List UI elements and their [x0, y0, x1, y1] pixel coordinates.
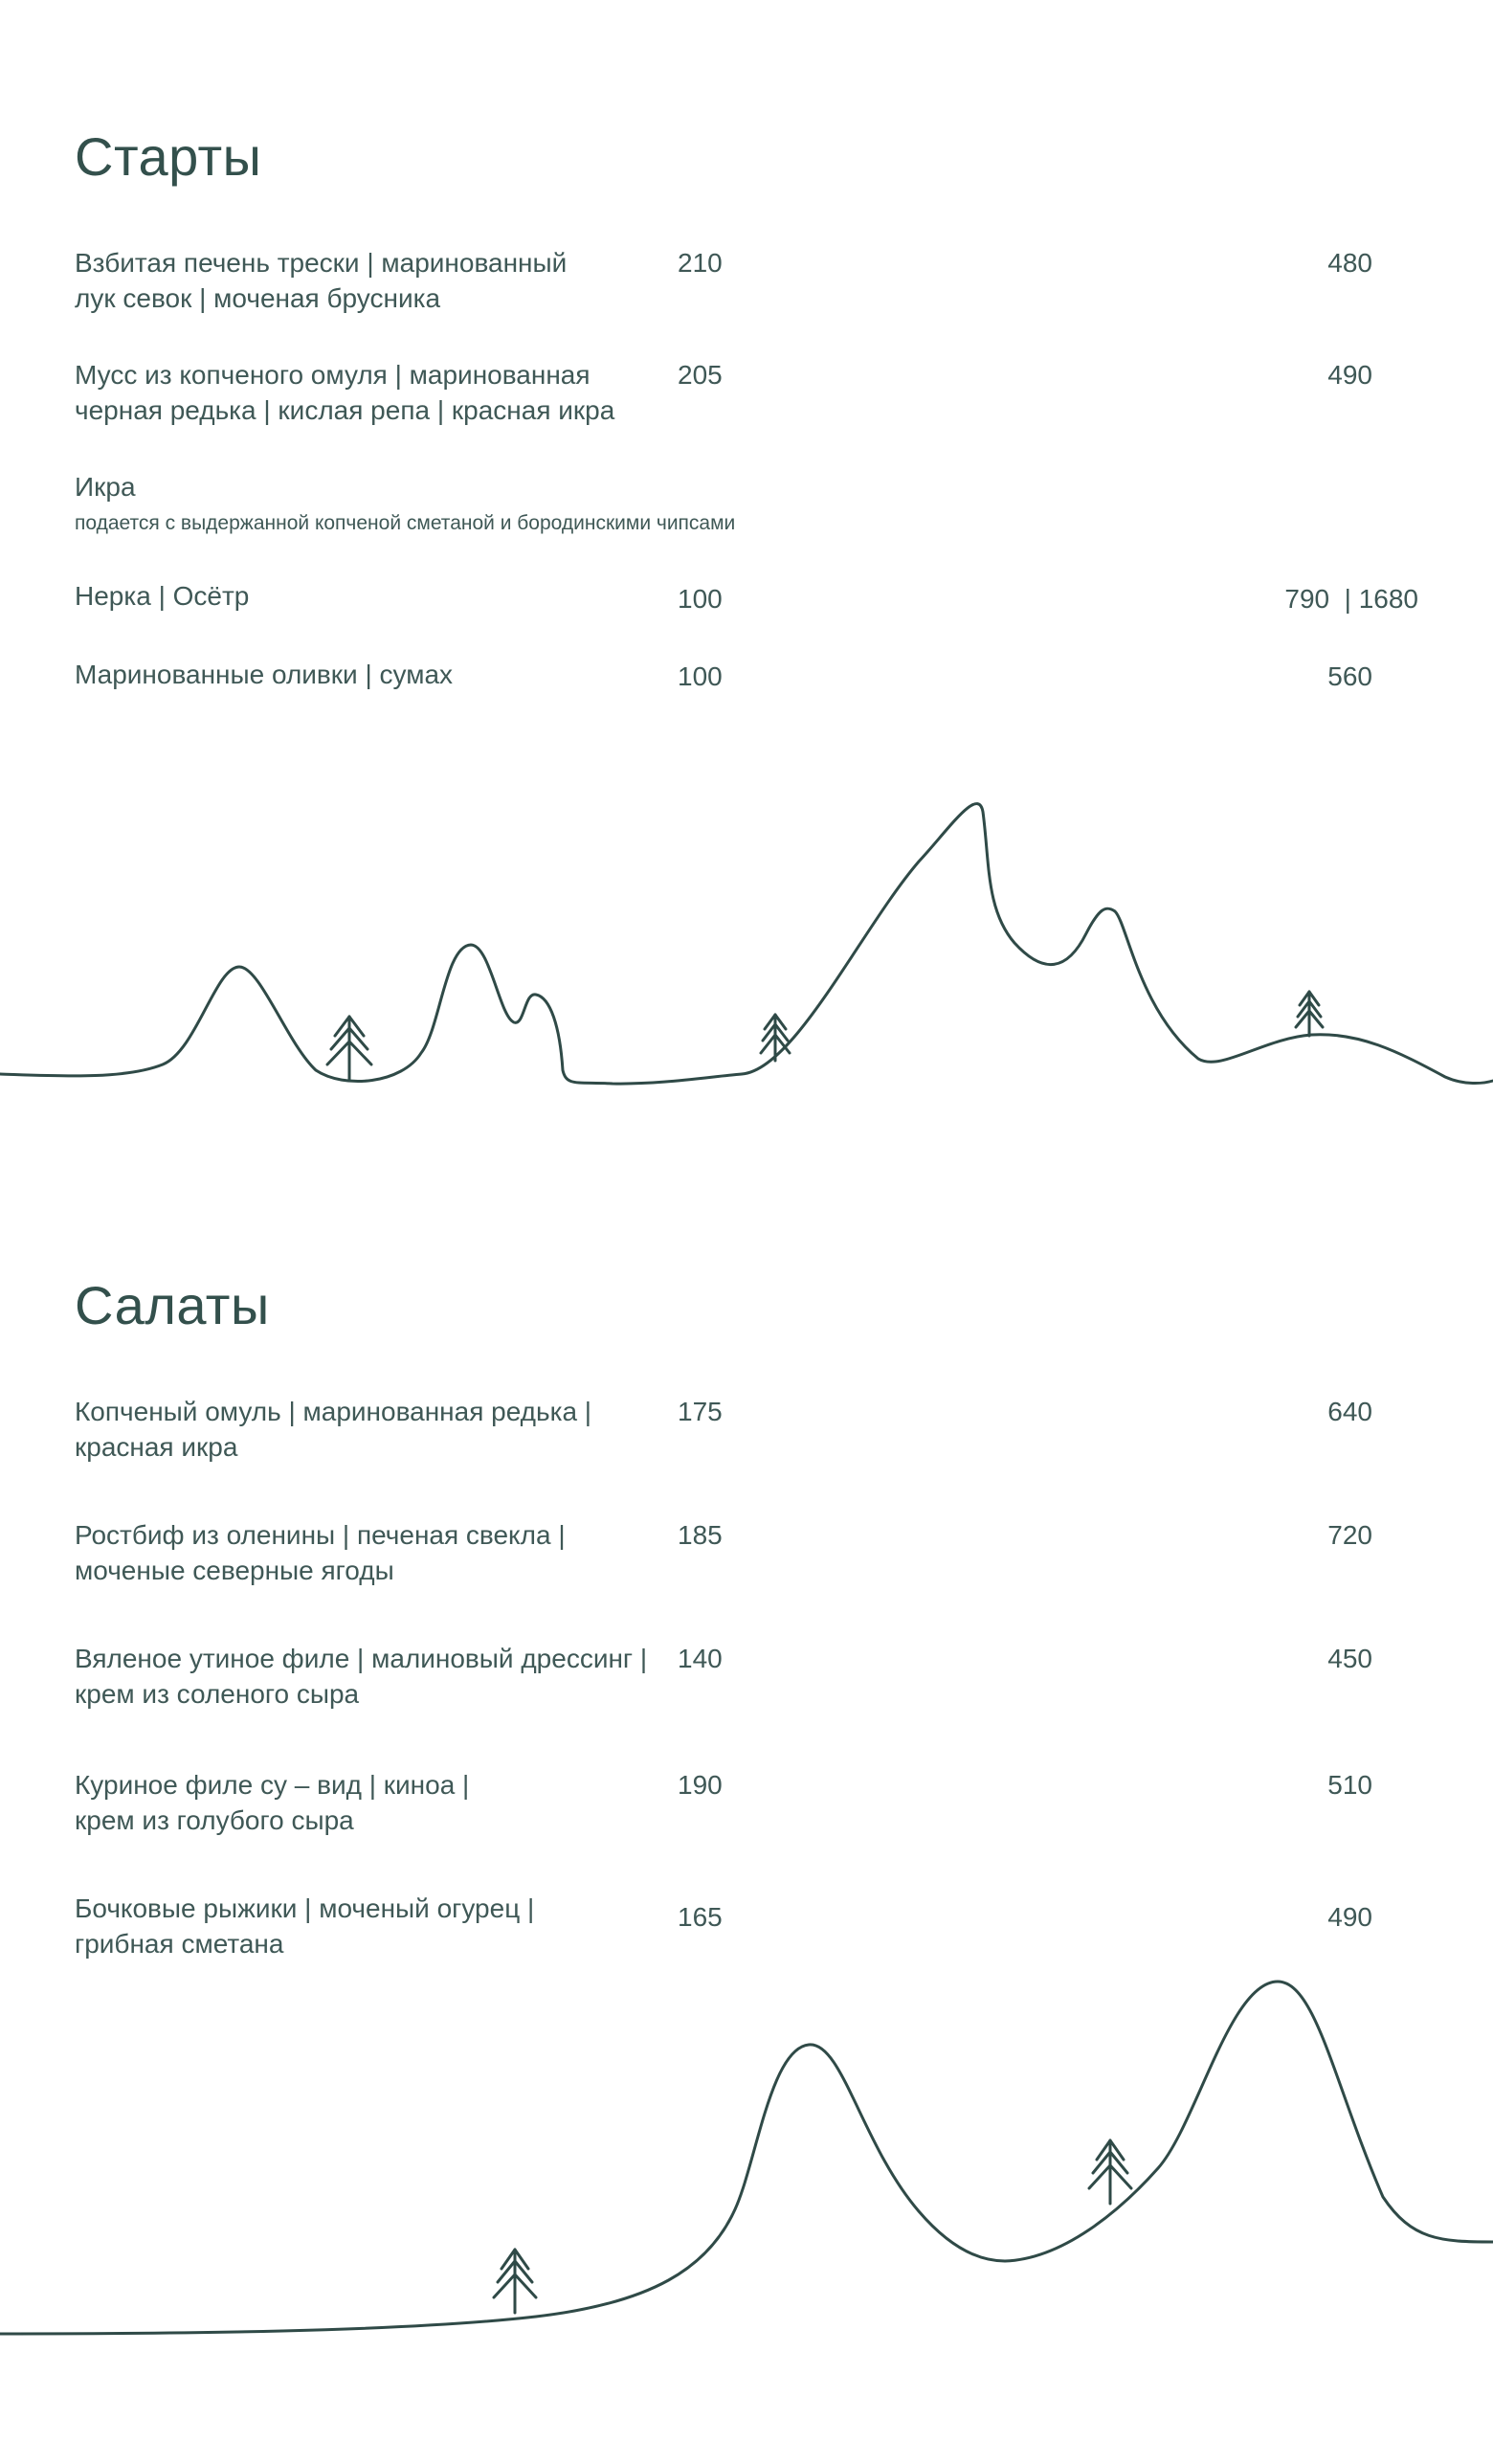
item-price: 450 — [1327, 1644, 1372, 1673]
item-name-line: Куриное филе су – вид | киноа | — [75, 1770, 470, 1800]
item-name-line: крем из голубого сыра — [75, 1805, 354, 1835]
item-price: 490 — [1327, 1902, 1372, 1932]
section-title-starters: Старты — [75, 126, 262, 187]
item-name-line: Вяленое утиное филе | малиновый дрессинг | — [75, 1644, 648, 1673]
menu-item-name — [75, 1394, 649, 1465]
menu-item-name — [75, 1767, 649, 1838]
item-name-line: крем из соленого сыра — [75, 1679, 360, 1709]
pine-tree-icon — [327, 1017, 371, 1080]
item-weight: 210 — [678, 248, 723, 278]
item-name-line: Взбитая печень трески | маринованный — [75, 248, 568, 278]
item-price: 510 — [1327, 1770, 1372, 1800]
item-name-line: Ростбиф из оленины | печеная свекла | — [75, 1520, 566, 1550]
menu-item-name — [75, 1641, 649, 1712]
item-price: 480 — [1327, 248, 1372, 278]
item-price: 720 — [1327, 1520, 1372, 1550]
menu-item-name: Нерка | Осётр — [75, 581, 250, 611]
item-price: 490 — [1327, 360, 1372, 390]
item-weight: 190 — [678, 1770, 723, 1800]
item-name-line: лук севок | моченая брусника — [75, 283, 441, 313]
item-weight: 100 — [678, 584, 723, 614]
item-name-line: грибная сметана — [75, 1929, 284, 1959]
item-weight: 100 — [678, 661, 723, 691]
item-weight: 205 — [678, 360, 723, 390]
item-price: 560 — [1327, 661, 1372, 691]
item-weight: 165 — [678, 1902, 723, 1932]
menu-item-name: Икра — [75, 472, 136, 502]
item-weight: 185 — [678, 1520, 723, 1550]
pine-tree-icon — [1089, 2140, 1131, 2204]
item-name-line: Бочковые рыжики | моченый огурец | — [75, 1893, 535, 1923]
item-price: 640 — [1327, 1397, 1372, 1426]
pine-tree-icon — [761, 1015, 790, 1061]
item-name-line: Мусс из копченого омуля | маринованная — [75, 360, 591, 390]
pine-tree-icon — [494, 2250, 536, 2313]
menu-item-name — [75, 1891, 649, 1961]
menu-item-name — [75, 245, 649, 316]
item-name-line: красная икра — [75, 1432, 238, 1462]
item-name-line: черная редька | кислая репа | красная икра — [75, 395, 615, 425]
menu-item-name — [75, 1517, 649, 1588]
section-title-salads: Салаты — [75, 1275, 270, 1335]
item-name-line: Копченый омуль | маринованная редька | — [75, 1397, 592, 1426]
mountain-range-illustration — [0, 766, 1493, 1110]
item-price: 790 | 1680 — [1284, 584, 1418, 614]
menu-item-name — [75, 357, 649, 428]
item-weight: 140 — [678, 1644, 723, 1673]
mountain-range-illustration — [0, 1953, 1493, 2355]
menu-item-name: Маринованные оливки | сумах — [75, 660, 454, 689]
item-note: подается с выдержанной копченой сметаной и бородинскими чипсами — [75, 512, 736, 534]
item-weight: 175 — [678, 1397, 723, 1426]
pine-tree-icon — [1296, 992, 1323, 1036]
item-name-line: моченые северные ягоды — [75, 1556, 394, 1585]
